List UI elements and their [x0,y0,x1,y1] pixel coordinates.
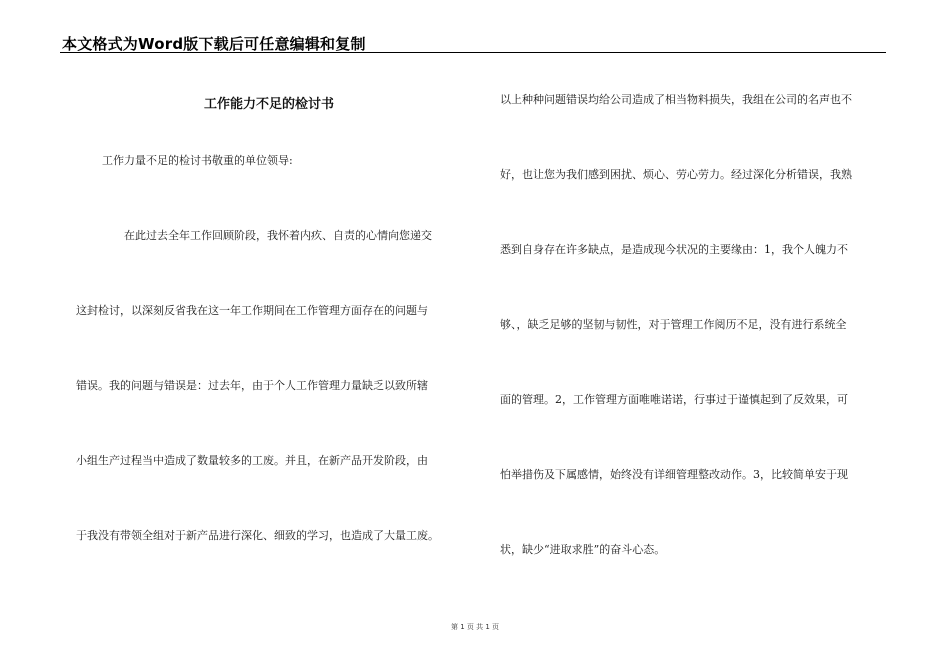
text-line: 面的管理。2，工作管理方面唯唯诺诺，行事过于谨慎起到了反效果，可 [500,393,848,406]
text-line: 工作力量不足的检讨书敬重的单位领导: [102,154,293,167]
banner-divider [60,52,886,53]
text-line: 悉到自身存在许多缺点，是造成现今状况的主要缘由：1，我个人魄力不 [500,243,848,256]
text-line: 错误。我的问题与错误是：过去年，由于个人工作管理力量缺乏以致所辖 [76,379,428,392]
text-line: 以上种种问题错误均给公司造成了相当物料损失，我组在公司的名声也不 [500,93,852,106]
text-line: 怕举措伤及下属感情，始终没有详细管理整改动作。3，比较简单安于现 [500,468,848,481]
text-line: 好，也让您为我们感到困扰、烦心、劳心劳力。经过深化分析错误，我熟 [500,168,852,181]
page-number: 第 1 页 共 1 页 [450,623,500,631]
text-line: 这封检讨，以深刻反省我在这一年工作期间在工作管理方面存在的问题与 [76,304,428,317]
document-title: 工作能力不足的检讨书 [203,97,334,112]
text-line: 于我没有带领全组对于新产品进行深化、细致的学习，也造成了大量工废。 [76,529,439,542]
text-line: 在此过去全年工作回顾阶段，我怀着内疚、自责的心情向您递交 [124,229,432,242]
text-line: 状，缺少“进取求胜”的奋斗心态。 [500,543,666,556]
text-line: 小组生产过程当中造成了数量较多的工废。并且，在新产品开发阶段，由 [76,454,428,467]
document-banner: 本文格式为Word版下载后可任意编辑和复制 [62,35,366,53]
text-line: 够、，缺乏足够的坚韧与韧性，对于管理工作阅历不足，没有进行系统全 [500,318,847,331]
